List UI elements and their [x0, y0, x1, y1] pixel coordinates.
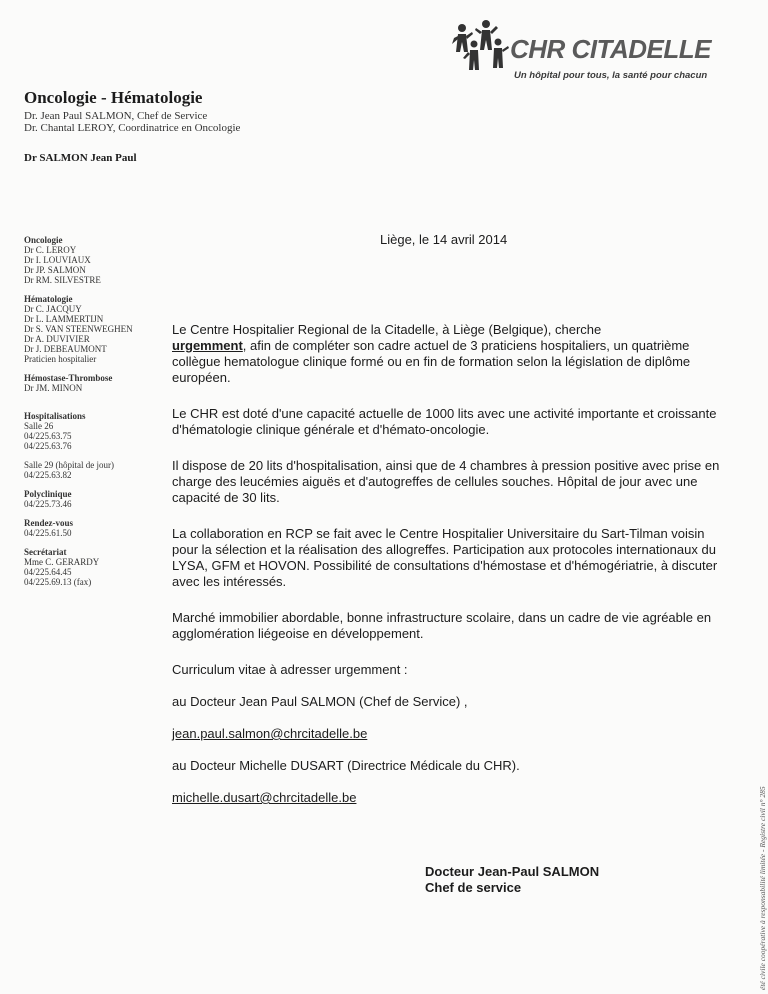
letter-body [172, 322, 732, 822]
sidebar-heading: Oncologie [24, 235, 63, 245]
email-link-salmon[interactable]: jean.paul.salmon@chrcitadelle.be [172, 726, 368, 741]
sidebar-item: Dr RM. SILVESTRE [24, 275, 101, 285]
paragraph-collaboration: La collaboration en RCP se fait avec le Centre Hospitalier Universitaire du Sart-Tilman voisin pour la sélection et la réalisation des allogreffes. Participation aux protocoles internationaux du LYSA, GFM et HOVON. Possibilité de consultations d'hémostase et d'hémogériatrie, à discuter avec les intéressés. [172, 526, 718, 589]
paragraph-cv: Curriculum vitae à adresser urgemment : [172, 662, 408, 677]
sidebar-heading: Polyclinique [24, 489, 72, 499]
signature-block [425, 864, 599, 896]
sidebar-item: 04/225.73.46 [24, 499, 72, 509]
sidebar-heading: Hémostase-Thrombose [24, 373, 113, 383]
sidebar-heading: Rendez-vous [24, 518, 73, 528]
sidebar-item: Dr C. JACQUY [24, 304, 82, 314]
paragraph-intro [172, 322, 732, 386]
sidebar-item: Praticien hospitalier [24, 354, 97, 364]
sidebar-item: Dr L. LAMMERTIJN [24, 314, 104, 324]
legal-notice-vertical [748, 722, 767, 992]
letter-date: Liège, le 14 avril 2014 [380, 232, 508, 247]
logo-figures-icon [448, 18, 512, 82]
sidebar-item: Dr A. DUVIVIER [24, 334, 90, 344]
urgent-word: urgemment [172, 338, 243, 353]
logo-name: CHR CITADELLE [510, 34, 712, 64]
logo-tagline: Un hôpital pour tous, la santé pour chacun [514, 70, 708, 81]
sidebar-section-oncologie [24, 235, 154, 285]
sidebar-item: Dr I. LOUVIAUX [24, 255, 91, 265]
recipient-1: au Docteur Jean Paul SALMON (Chef de Service) , [172, 694, 468, 709]
sidebar-item: Salle 29 (hôpital de jour) [24, 460, 114, 470]
sidebar-item: 04/225.63.76 [24, 441, 72, 451]
sidebar-item: Salle 26 [24, 421, 54, 431]
sidebar-section-hospitalisations [24, 411, 154, 480]
sidebar-item: Dr J. DEBEAUMONT [24, 344, 107, 354]
sidebar-item: 04/225.69.13 (fax) [24, 577, 92, 587]
email-link-dusart[interactable]: michelle.dusart@chrcitadelle.be [172, 790, 357, 805]
sidebar-section-hemostase [24, 373, 154, 393]
sidebar-heading: Hospitalisations [24, 411, 86, 421]
sidebar-item: 04/225.64.45 [24, 567, 72, 577]
sidebar-section-polyclinique [24, 489, 154, 509]
sidebar-section-secretariat [24, 547, 154, 587]
paragraph-beds: Il dispose de 20 lits d'hospitalisation, ainsi que de 4 chambres à pression positive avec prise en charge des leucémies aiguës et d'autogreffes de cellules souches. Hôpital de jour avec une capacité de 30 lits. [172, 458, 720, 505]
recipient-2: au Docteur Michelle DUSART (Directrice Médicale du CHR). [172, 758, 520, 773]
paragraph-location: Marché immobilier abordable, bonne infrastructure scolaire, dans un cadre de vie agréable en agglomération liégeoise en développement. [172, 610, 712, 641]
sidebar-item: 04/225.63.82 [24, 470, 72, 480]
department-title: Oncologie - Hématologie [24, 88, 203, 107]
chr-logo [448, 18, 748, 88]
sidebar-item: 04/225.61.50 [24, 528, 72, 538]
chief-of-service-line: Dr. Jean Paul SALMON, Chef de Service [24, 110, 208, 122]
signature-title: Chef de service [425, 880, 522, 895]
sidebar-item: 04/225.63.75 [24, 431, 72, 441]
sidebar-item: Dr C. LEROY [24, 245, 77, 255]
sender-name: Dr SALMON Jean Paul [24, 152, 137, 164]
sidebar-item: Dr JP. SALMON [24, 265, 86, 275]
signature-name: Docteur Jean-Paul SALMON [425, 864, 600, 879]
sidebar-item: Dr S. VAN STEENWEGHEN [24, 324, 133, 334]
paragraph-capacity: Le CHR est doté d'une capacité actuelle de 1000 lits avec une activité importante et croissante d'hématologie clinique générale et d'hémato-oncologie. [172, 406, 717, 437]
paragraph-text: Le Centre Hospitalier Regional de la Citadelle, à Liège (Belgique), cherche [172, 322, 602, 337]
sidebar-item: Dr JM. MINON [24, 383, 83, 393]
sidebar-section-rendezvous [24, 518, 154, 538]
sidebar-section-hematologie [24, 294, 154, 364]
legal-notice-text: été civile coopérative à responsabilité limitée - Registre civil n° 285 [758, 786, 767, 990]
sidebar-heading: Secrétariat [24, 547, 67, 557]
paragraph-text: , afin de compléter son cadre actuel de 3 praticiens hospitaliers, un quatrième collègue hematologue clinique formé ou en fin de formation selon la législation de diplôme européen. [172, 338, 691, 385]
sidebar-item: Mme C. GERARDY [24, 557, 100, 567]
staff-sidebar [24, 235, 154, 587]
coordinator-line: Dr. Chantal LEROY, Coordinatrice en Oncologie [24, 122, 241, 134]
sidebar-heading: Hématologie [24, 294, 73, 304]
